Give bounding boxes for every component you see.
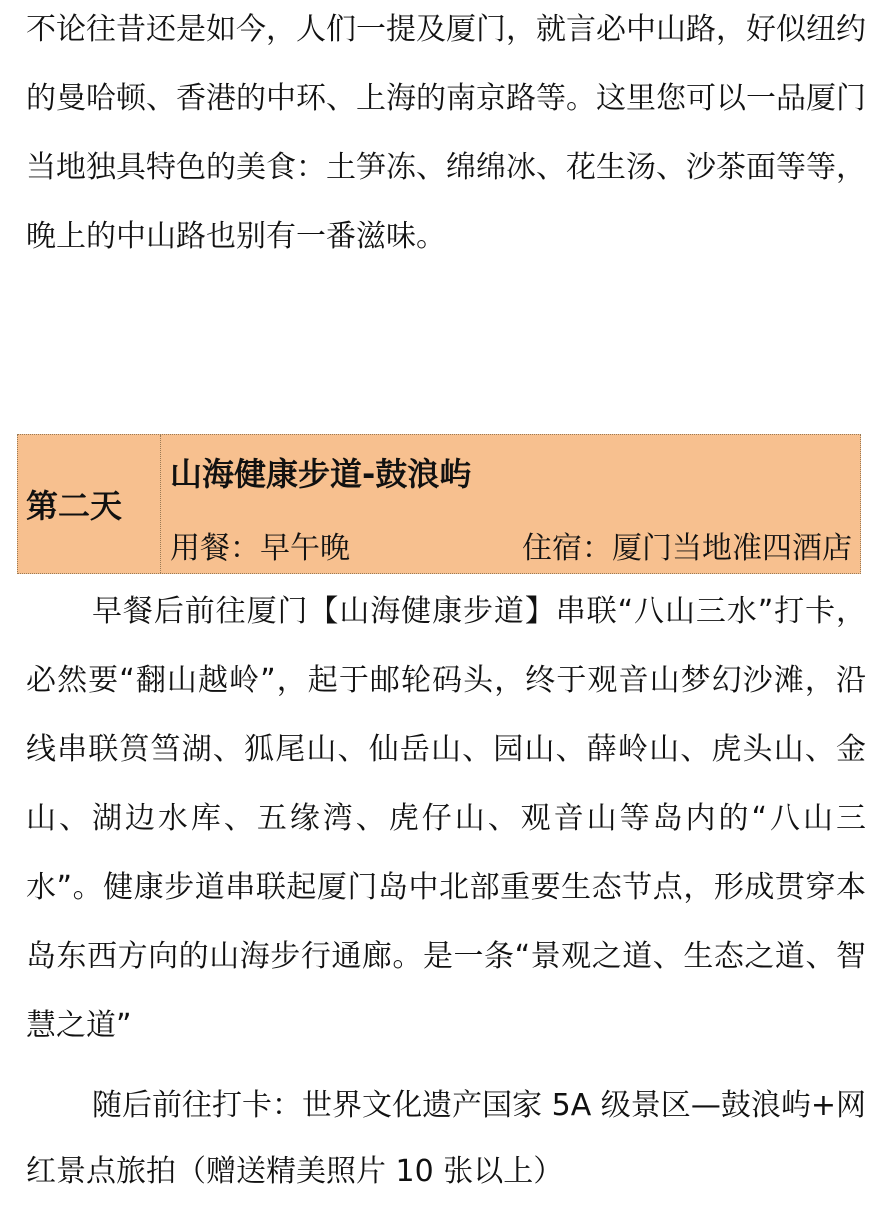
hotel-info: 住宿：厦门当地准四酒店 [522,531,852,566]
itinerary-paragraph-2: 随后前往打卡：世界文化遗产国家 5A 级景区—鼓浪屿+网红景点旅拍（赠送精美照片 10 张以上） [26,1088,866,1189]
day-title: 山海健康步道-鼓浪屿 [170,455,472,493]
intro-paragraph: 不论往昔还是如今，人们一提及厦门，就言必中山路，好似纽约的曼哈顿、香港的中环、上海的南京路等。这里您可以一品厦门当地独具特色的美食：土笋冻、绵绵冰、花生汤、沙茶面等等，晚上的中山路也别有一番滋味。 [26,12,866,254]
meals-info: 用餐：早午晚 [170,531,350,566]
day-header-table [17,434,861,574]
itinerary-paragraph: 早餐后前往厦门【山海健康步道】串联“八山三水”打卡，必然要“翻山越岭”，起于邮轮码头，终于观音山梦幻沙滩，沿线串联筼筜湖、狐尾山、仙岳山、园山、薛岭山、虎头山、金山、湖边水库、五缘湾、虎仔山、观音山等岛内的“八山三水”。健康步道串联起厦门岛中北部重要生态节点，形成贯穿本岛东西方向的山海步行通廊。是一条“景观之道、生态之道、智慧之道” [26,594,866,1043]
day-label: 第二天 [18,435,161,573]
